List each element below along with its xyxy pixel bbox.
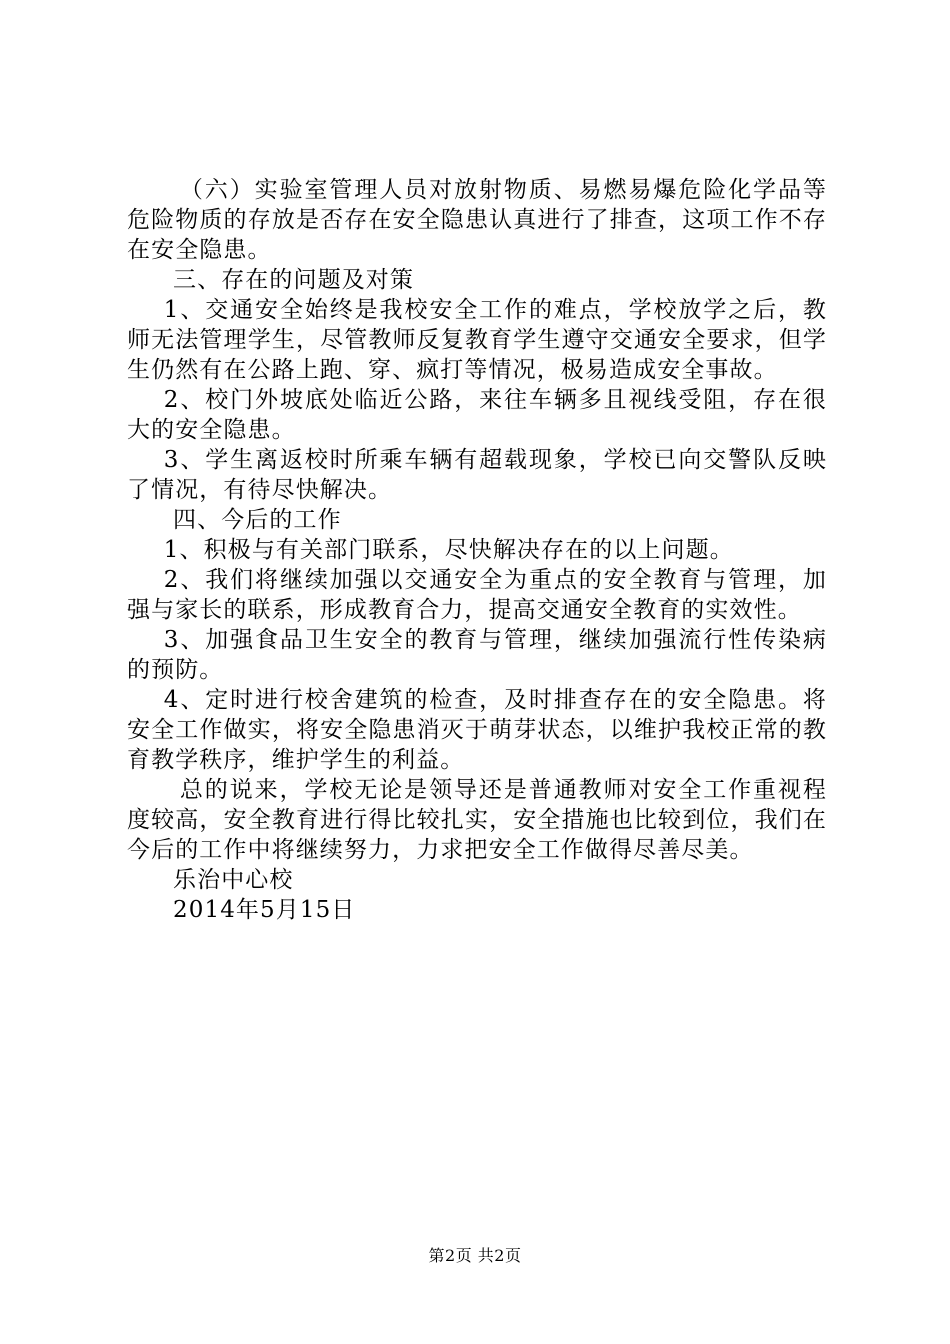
- document-body: [127, 175, 827, 925]
- heading-problems-and-measures: 三、存在的问题及对策: [173, 267, 414, 293]
- page-number-footer: 第2页 共2页: [428, 1246, 522, 1265]
- paragraph-work-1: 1、积极与有关部门联系，尽快解决存在的以上问题。: [163, 537, 734, 563]
- paragraph-work-2: 2、我们将继续加强以交通安全为重点的安全教育与管理，加强与家长的联系，形成教育合力，提高交通安全教育的实效性。: [127, 567, 827, 623]
- paragraph-lab-hazard-check: （六）实验室管理人员对放射物质、易燃易爆危险化学品等危险物质的存放是否存在安全隐患认真进行了排查，这项工作不存在安全隐患。: [127, 177, 827, 263]
- signature-date: 2014年5月15日: [173, 897, 356, 923]
- paragraph-problem-3: 3、学生离返校时所乘车辆有超载现象，学校已向交警队反映了情况，有待尽快解决。: [127, 447, 827, 503]
- paragraph-problem-1: 1、交通安全始终是我校安全工作的难点，学校放学之后，教师无法管理学生，尽管教师反复教育学生遵守交通安全要求，但学生仍然有在公路上跑、穿、疯打等情况，极易造成安全事故。: [127, 297, 827, 383]
- signature-school-name: 乐治中心校: [173, 867, 294, 893]
- paragraph-work-4: 4、定时进行校舍建筑的检查，及时排查存在的安全隐患。将安全工作做实，将安全隐患消灭于萌芽状态，以维护我校正常的教育教学秩序，维护学生的利益。: [127, 687, 827, 773]
- paragraph-problem-2: 2、校门外坡底处临近公路，来往车辆多且视线受阻，存在很大的安全隐患。: [127, 387, 827, 443]
- heading-future-work: 四、今后的工作: [173, 507, 342, 533]
- paragraph-work-3: 3、加强食品卫生安全的教育与管理，继续加强流行性传染病的预防。: [127, 627, 827, 683]
- paragraph-summary: 总的说来，学校无论是领导还是普通教师对安全工作重视程度较高，安全教育进行得比较扎实，安全措施也比较到位，我们在今后的工作中将继续努力，力求把安全工作做得尽善尽美。: [127, 777, 827, 863]
